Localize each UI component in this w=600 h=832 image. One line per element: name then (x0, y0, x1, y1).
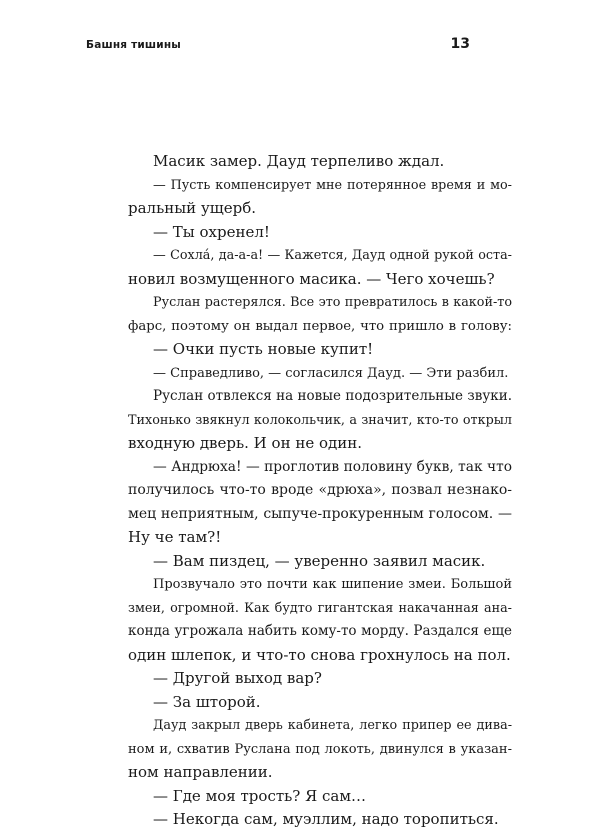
text-line: конда угрожала набить кому-то морду. Раздался еще (128, 623, 512, 639)
text-line: Прозвучало это почти как шипение змеи. Большой (153, 577, 512, 592)
text-line: — Ты охренел! (153, 222, 270, 241)
text-line: Масик замер. Дауд терпеливо ждал. (153, 152, 445, 170)
text-line: мец неприятным, сыпуче-прокуренным голосом. — (128, 505, 512, 522)
text-line: — Андрюха! — проглотив половину букв, так что (153, 458, 512, 475)
text-line: — Где моя трость? Я сам… (153, 786, 367, 805)
text-line: — Сохла́, да-а-а! — Кажется, Дауд одной рукой оста- (153, 248, 512, 263)
text-line: — Справедливо, — согласился Дауд. — Эти разбил. (153, 365, 509, 381)
text-line: ральный ущерб. (128, 199, 256, 217)
text-line: ном направлении. (128, 763, 273, 781)
text-line: фарс, поэтому он выдал первое, что пришло в голову: (128, 318, 512, 334)
text-line: Ну че там?! (128, 528, 222, 546)
text-line: получилось что-то вроде «дрюха», позвал незнако- (128, 482, 512, 498)
running-head (86, 36, 470, 52)
text-line: входную дверь. И он не один. (128, 434, 363, 452)
text-line: — Некогда сам, муэллим, надо торопиться. (153, 810, 499, 828)
text-line: Дауд закрыл дверь кабинета, легко припер ее дива- (153, 718, 512, 733)
text-line: змеи, огромной. Как будто гигантская накачанная ана- (128, 600, 512, 616)
text-line: новил возмущенного масика. — Чего хочешь? (128, 269, 495, 288)
text-line: один шлепок, и что-то снова грохнулось на пол. (128, 645, 511, 664)
text-line: — Очки пусть новые купит! (153, 340, 374, 358)
text-line: — Вам пиздец, — уверенно заявил масик. (153, 551, 486, 570)
text-line: Тихонько звякнул колокольчик, а значит, кто-то открыл (128, 412, 512, 428)
text-line: — Другой выход вар? (153, 669, 322, 687)
text-line: — За шторой. (153, 692, 261, 711)
text-line: ном и, схватив Руслана под локоть, двинулся в указан- (128, 741, 512, 757)
book-title: Башня тишины (86, 39, 181, 51)
text-line: Руслан растерялся. Все это превратилось в какой-то (153, 295, 512, 310)
text-line: Руслан отвлекся на новые подозрительные звуки. (153, 388, 512, 404)
page-number: 13 (450, 36, 470, 52)
body-text (128, 150, 512, 832)
text-line: — Пусть компенсирует мне потерянное время и мо- (153, 177, 512, 193)
